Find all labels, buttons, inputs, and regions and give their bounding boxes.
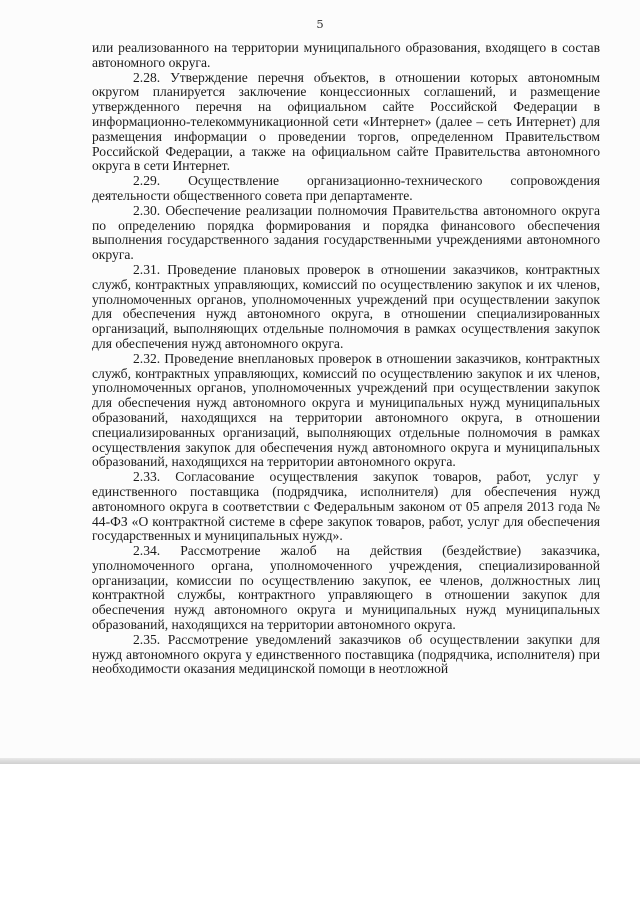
document-body [92,41,600,677]
paragraph-2-34: 2.34. Рассмотрение жалоб на действия (бездействие) заказчика, уполномоченного органа, уполномоченного учреждения, специализированной организации, комиссии по осуществлению закупок, ее членов, должностных лиц контрактной службы, контрактного управляющего в отношении закупок для обеспечения нужд автономного округа и муниципальных нужд муниципальных образований, находящихся на территории автономного округа. [92,543,600,633]
paragraph-2-30: 2.30. Обеспечение реализации полномочия Правительства автономного округа по определению порядка формирования и порядка финансового обеспечения выполнения государственного задания государственными учреждениями автономного округа. [92,202,600,263]
page-number: 5 [316,17,324,31]
paragraph-2-29: 2.29. Осуществление организационно-технического сопровождения деятельности общественного совета при департаменте. [92,173,600,203]
paragraph-continuation: или реализованного на территории муниципального образования, входящего в состав автономного округа. [92,40,600,70]
paragraph-2-33: 2.33. Согласование осуществления закупок товаров, работ, услуг у единственного поставщика (подрядчика, исполнителя) для обеспечения нужд автономного округа в соответствии с Федеральным законом от 05 апреля 2013 года № 44-ФЗ «О контрактной системе в сфере закупок товаров, работ, услуг для обеспечения государственных и муниципальных нужд». [92,469,600,544]
paragraph-2-28: 2.28. Утверждение перечня объектов, в отношении которых автономным округом планируется заключение концессионных соглашений, и размещение утвержденного перечня на официальном сайте Российской Федерации в информационно-телекоммуникационной сети «Интернет» (далее – сеть Интернет) для размещения информации о проведении торгов, определенном Правительством Российской Федерации, а также на официальном сайте Правительства автономного округа в сети Интернет. [92,69,600,174]
paragraph-2-31: 2.31. Проведение плановых проверок в отношении заказчиков, контрактных служб, контрактных управляющих, комиссий по осуществлению закупок и их членов, уполномоченных органов, уполномоченных учреждений при осуществлении закупок для обеспечения нужд автономного округа, в отношении специализированных организаций, выполняющих отдельные полномочия в рамках осуществления закупок для обеспечения нужд автономного округа. [92,261,600,351]
paragraph-2-32: 2.32. Проведение внеплановых проверок в отношении заказчиков, контрактных служб, контрактных управляющих, комиссий по осуществлению закупок и их членов, уполномоченных органов, уполномоченных учреждений при осуществлении закупок для обеспечения нужд автономного округа и муниципальных нужд муниципальных образований, находящихся на территории автономного округа, в отношении специализированных организаций, выполняющих отдельные полномочия в рамках осуществления закупок для обеспечения нужд автономного округа и муниципальных образований, находящихся на территории автономного округа. [92,350,600,470]
blank-area [0,764,640,905]
paragraph-2-35: 2.35. Рассмотрение уведомлений заказчиков об осуществлении закупки для нужд автономного округа у единственного поставщика (подрядчика, исполнителя) при необходимости оказания медицинской помощи в неотложной [92,631,600,677]
